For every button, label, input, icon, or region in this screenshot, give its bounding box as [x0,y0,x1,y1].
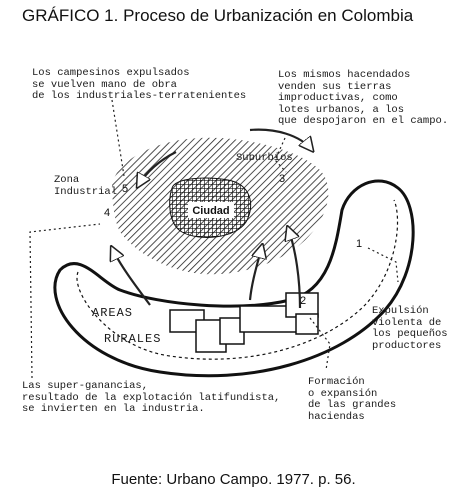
label-suburbios: Suburbios [236,152,293,164]
figure-source: Fuente: Urbano Campo. 1977. p. 56. [111,471,356,488]
note-hacendados: Los mismos hacendados venden sus tierras improductivas, como lotes urbanos, a los que despojaron en el campo. [278,69,449,127]
label-rurales: RURALES [104,332,162,346]
city-label: Ciudad [192,205,230,217]
leader-campesinos [112,100,124,176]
marker-number-5: 5 [122,183,129,195]
note-campesinos: Los campesinos expulsados se vuelven mano de obra de los industriales-terratenientes [32,67,247,102]
note-formacion: Formación o expansión de las grandes haciendas [308,376,397,423]
note-superganancias: Las super-ganancias, resultado de la explotación latifundista, se invierten en la industria. [22,380,281,415]
marker-number-4: 4 [104,207,111,219]
label-zona-industrial: Zona Industrial [54,174,118,198]
marker-number-1: 1 [356,238,363,250]
label-areas: AREAS [92,306,134,320]
note-expulsion: Expulsión violenta de los pequeños productores [372,305,448,352]
figure-title: GRÁFICO 1. Proceso de Urbanización en Colombia [22,6,414,25]
marker-number-2: 2 [300,295,307,307]
marker-number-3: 3 [279,173,286,185]
